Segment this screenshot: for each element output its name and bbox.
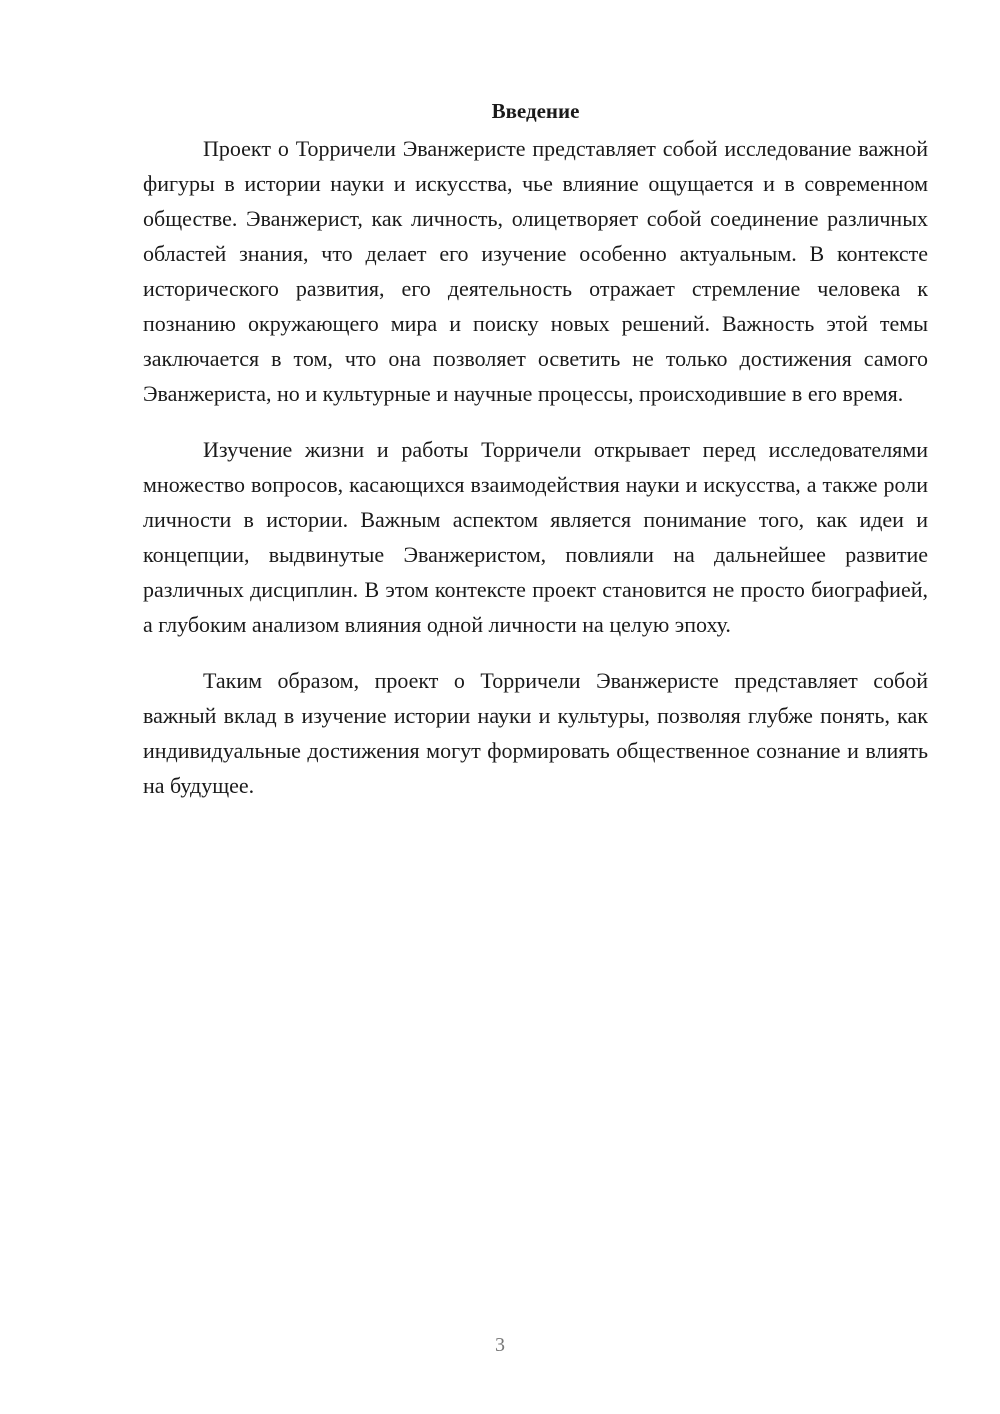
page-content bbox=[143, 96, 928, 824]
section-heading: Введение bbox=[491, 99, 580, 123]
paragraph-2: Изучение жизни и работы Торричели открывает перед исследователями множество вопросов, касающихся взаимодействия науки и искусства, а также роли личности в истории. Важным аспектом является понимание того, как идеи и концепции, выдвинутые Эванжеристом, повлияли на дальнейшее развитие различных дисциплин. В этом контексте проект становится не просто биографией, а глубоким анализом влияния одной личности на целую эпоху. bbox=[143, 437, 928, 637]
page-number: 3 bbox=[495, 1334, 505, 1356]
paragraph-3: Таким образом, проект о Торричели Эванжеристе представляет собой важный вклад в изучение истории науки и культуры, позволяя глубже понять, как индивидуальные достижения могут формировать общественное сознание и влиять на будущее. bbox=[143, 668, 928, 798]
paragraph-1: Проект о Торричели Эванжеристе представляет собой исследование важной фигуры в истории науки и искусства, чье влияние ощущается и в современном обществе. Эванжерист, как личность, олицетворяет собой соединение различных областей знания, что делает его изучение особенно актуальным. В контексте исторического развития, его деятельность отражает стремление человека к познанию окружающего мира и поиску новых решений. Важность этой темы заключается в том, что она позволяет осветить не только достижения самого Эванжериста, но и культурные и научные процессы, происходившие в его время. bbox=[143, 136, 928, 406]
